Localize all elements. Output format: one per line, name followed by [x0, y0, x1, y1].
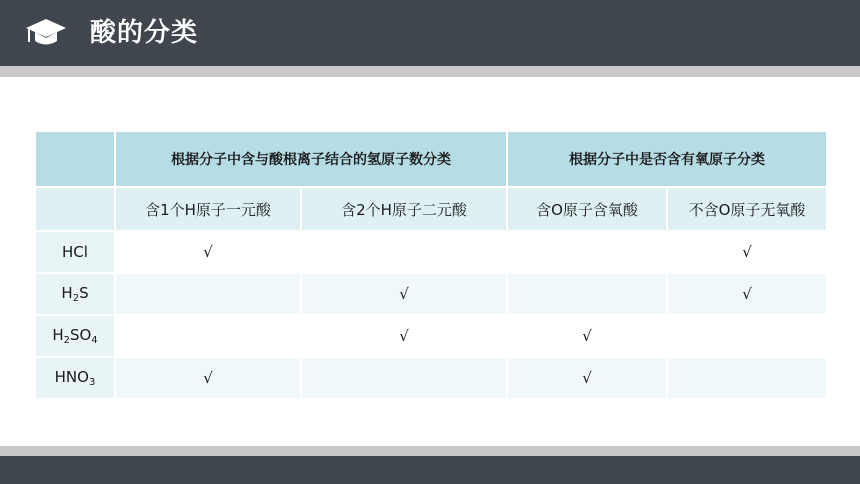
- header-divider: [0, 66, 860, 77]
- table-cell: [507, 231, 667, 273]
- table-row: [35, 357, 827, 399]
- table-cell: √: [507, 357, 667, 399]
- table-cell: [507, 273, 667, 315]
- table-cell: √: [115, 357, 301, 399]
- sub-header-hydracid: 不含O原子无氧酸: [667, 187, 827, 231]
- group-header-hydrogen: 根据分子中含与酸根离子结合的氢原子数分类: [115, 131, 507, 187]
- table-cell: [115, 315, 301, 357]
- row-label-h2s: $H_2S$: [35, 273, 115, 315]
- table-cell: [301, 231, 507, 273]
- corner-cell: [35, 131, 115, 187]
- row-label-h2so4: $H_2SO_4$: [35, 315, 115, 357]
- table-cell: [667, 357, 827, 399]
- table-row: [35, 273, 827, 315]
- sub-header-oxyacid: 含O原子含氧酸: [507, 187, 667, 231]
- table-cell: √: [115, 231, 301, 273]
- table-cell: √: [301, 273, 507, 315]
- footer-bar: [0, 456, 860, 484]
- acid-classification-table: [34, 130, 828, 400]
- corner-cell: [35, 187, 115, 231]
- sub-header-monobasic: 含1个H原子一元酸: [115, 187, 301, 231]
- table-row: [35, 315, 827, 357]
- group-header-oxygen: 根据分子中是否含有氧原子分类: [507, 131, 827, 187]
- table-row: [35, 231, 827, 273]
- table-cell: √: [667, 231, 827, 273]
- table-cell: √: [667, 273, 827, 315]
- row-label-hno3: $HNO_3$: [35, 357, 115, 399]
- sub-header-dibasic: 含2个H原子二元酸: [301, 187, 507, 231]
- header-bar: [0, 0, 860, 66]
- table-cell: [301, 357, 507, 399]
- table-cell: √: [301, 315, 507, 357]
- row-label-hcl: HCl: [35, 231, 115, 273]
- table-cell: [115, 273, 301, 315]
- table-cell: [667, 315, 827, 357]
- page-title: 酸的分类: [90, 18, 199, 48]
- group-header-row: [35, 131, 827, 187]
- sub-header-row: [35, 187, 827, 231]
- graduation-cap-icon: [24, 17, 68, 49]
- footer-divider: [0, 446, 860, 456]
- table-cell: √: [507, 315, 667, 357]
